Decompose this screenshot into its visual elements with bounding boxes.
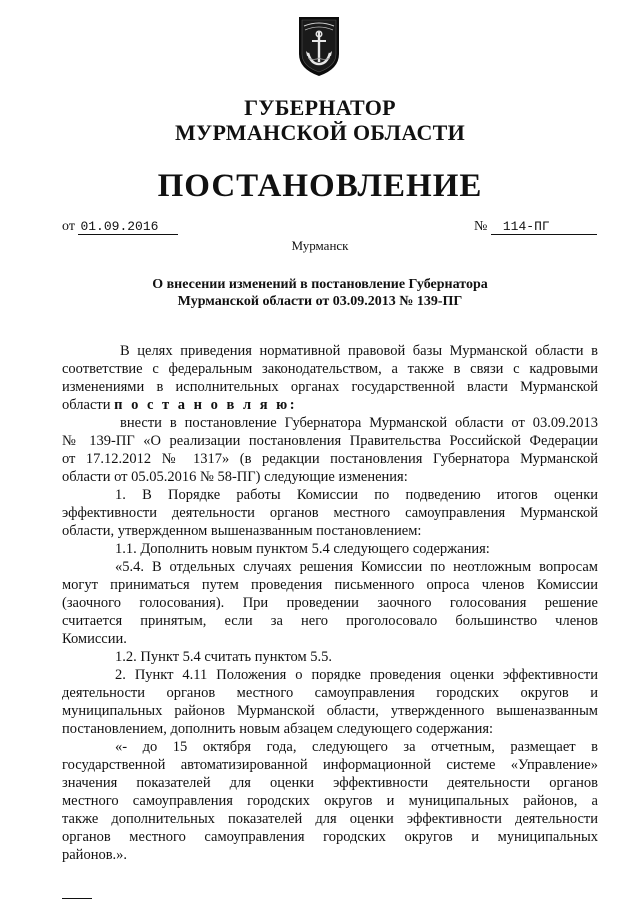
body-line: 1. В Порядке работы Комиссии по подведению итогов оценки bbox=[115, 487, 598, 503]
body-line: внести в постановление Губернатора Мурманской области от 03.09.2013 bbox=[120, 415, 598, 431]
body-line bbox=[62, 396, 598, 414]
body-line: области от 05.05.2016 № 58-ПГ) следующие изменения: bbox=[62, 469, 408, 485]
body-line: соответствие с федеральным законодательством, а также в связи с кадровыми bbox=[62, 361, 598, 377]
body-line: органов местного самоуправления городских округов и муниципальных bbox=[62, 829, 598, 845]
body-line: «- до 15 октября года, следующего за отчетным, размещает в bbox=[115, 739, 598, 755]
body-line: от 17.12.2012 № 1317» (в редакции постановления Губернатора Мурманской bbox=[62, 451, 598, 467]
decree-word: п о с т а н о в л я ю: bbox=[114, 397, 298, 413]
body-line: 1.2. Пункт 5.4 считать пунктом 5.5. bbox=[115, 649, 333, 665]
org-title-line2: МУРМАНСКОЙ ОБЛАСТИ bbox=[174, 120, 466, 145]
body-line: Комиссии. bbox=[62, 631, 127, 647]
date-value: 01.09.2016 bbox=[78, 219, 178, 235]
body-line: изменениями в исполнительных органах государственной власти Мурманской bbox=[62, 379, 598, 395]
body-line: государственной автоматизированной информационной системе «Управление» bbox=[62, 757, 598, 773]
footer-divider bbox=[62, 898, 92, 899]
body-line: 1.1. Дополнить новым пунктом 5.4 следующего содержания: bbox=[115, 541, 490, 557]
body-line: постановлением, дополнить новым абзацем следующего содержания: bbox=[62, 721, 494, 737]
body-line: районов.». bbox=[62, 847, 128, 863]
document-type-title: ПОСТАНОВЛЕНИЕ bbox=[157, 168, 483, 204]
number-line bbox=[474, 219, 597, 235]
subject-line1: О внесении изменений в постановление Губернатора bbox=[152, 277, 488, 292]
body-line: (заочного голосования). При проведении заочного голосования решение bbox=[62, 595, 598, 611]
body-line: считается принятым, если за него проголосовало большинство членов bbox=[62, 613, 598, 629]
body-line: 2. Пункт 4.11 Положения о порядке проведения оценки эффективности bbox=[115, 667, 598, 683]
body-line: В целях приведения нормативной правовой базы Мурманской области в bbox=[120, 343, 598, 359]
number-prefix: № bbox=[474, 219, 488, 234]
body-line: могут приниматься путем проведения письменного опроса членов Комиссии bbox=[62, 577, 598, 593]
number-value: 114-ПГ bbox=[491, 219, 597, 235]
body-line: области, утвержденном вышеназванным постановлением: bbox=[62, 523, 422, 539]
body-line: также дополнительных показателей для оценки эффективности деятельности bbox=[62, 811, 598, 827]
org-title-line1: ГУБЕРНАТОР bbox=[244, 95, 396, 120]
date-prefix: от bbox=[62, 219, 75, 234]
body-text: области bbox=[62, 397, 111, 413]
body-line: «5.4. В отдельных случаях решения Комиссии по неотложным вопросам bbox=[115, 559, 598, 575]
body-line: местного самоуправления городских округов и муниципальных районов, а bbox=[62, 793, 598, 809]
date-line bbox=[62, 219, 178, 235]
subject-line2: Мурманской области от 03.09.2013 № 139-ПГ bbox=[177, 294, 463, 309]
coat-of-arms-emblem bbox=[294, 14, 344, 78]
body-line: муниципальных районов Мурманской области, утвержденного вышеназванным bbox=[62, 703, 598, 719]
body-line: значения показателей для оценки эффективности деятельности органов bbox=[62, 775, 598, 791]
city: Мурманск bbox=[291, 238, 349, 253]
body-line: № 139-ПГ «О реализации постановления Правительства Российской Федерации bbox=[62, 433, 598, 449]
body-line: деятельности органов местного самоуправления городских округов и bbox=[62, 685, 598, 701]
body-line: эффективности деятельности органов местного самоуправления Мурманской bbox=[62, 505, 598, 521]
